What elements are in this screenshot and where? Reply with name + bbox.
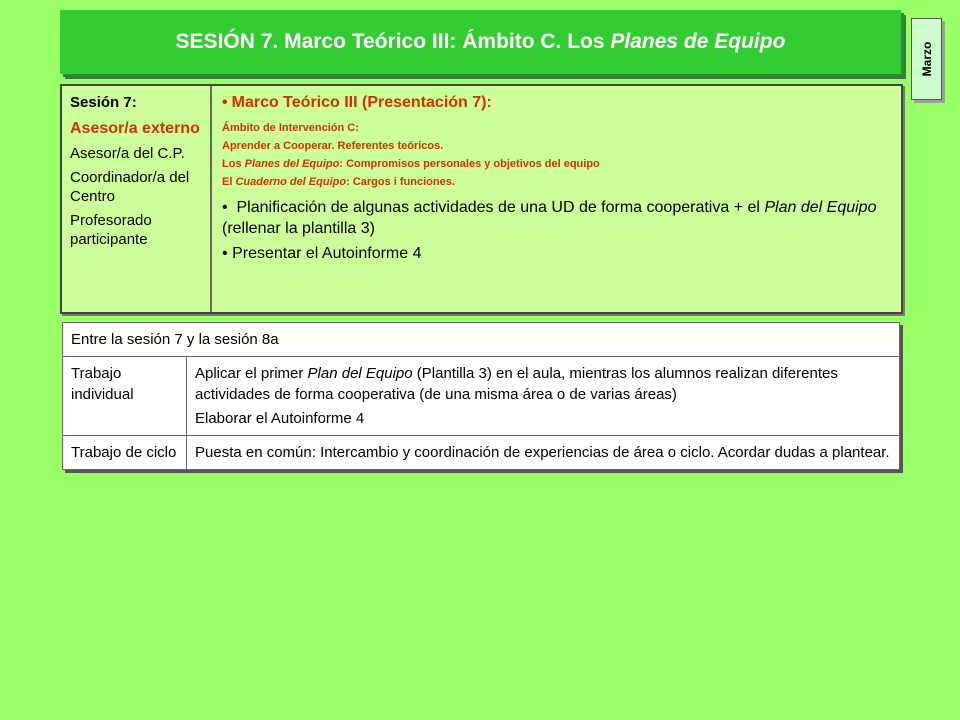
ambito-line: Ámbito de Intervención C:: [222, 122, 359, 134]
table-header-row: [63, 323, 900, 357]
row-content-ciclo: Puesta en común: Intercambio y coordinación de experiencias de área o ciclo. Acordar dudas a plantear.: [187, 436, 900, 470]
session-label: Sesión 7:: [70, 94, 137, 111]
bullet-icon: •: [222, 199, 228, 216]
row-label-individual: Trabajo individual: [63, 357, 187, 436]
title-italic: Planes de Equipo: [610, 30, 786, 53]
between-sessions-table: [62, 322, 900, 470]
slide-title: [60, 10, 901, 74]
role-asesor-cp: Asesor/a del C.P.: [70, 145, 185, 162]
bullet-icon: •: [222, 245, 228, 262]
planificacion-bullet: • Planificación de algunas actividades de una UD de forma cooperativa + el Plan del Equipo (rellenar la plantilla 3): [222, 199, 877, 237]
table-header: Entre la sesión 7 y la sesión 8a: [63, 323, 900, 357]
session-participants: [62, 86, 212, 312]
table-row: [63, 357, 900, 436]
title-text: SESIÓN 7. Marco Teórico III: Ámbito C. Los: [175, 30, 611, 53]
aprender-line: Aprender a Cooperar. Referentes teóricos.: [222, 140, 444, 152]
table-row: [63, 436, 900, 470]
row-label-ciclo: Trabajo de ciclo: [63, 436, 187, 470]
marco-teorico-heading: • Marco Teórico III (Presentación 7):: [222, 94, 492, 111]
month-tab: [911, 18, 942, 100]
session-content: [212, 86, 901, 312]
role-profesorado: Profesorado participante: [70, 212, 152, 248]
month-label: Marzo: [919, 41, 934, 77]
row-content-individual: Aplicar el primer Plan del Equipo (Plantilla 3) en el aula, mientras los alumnos realizan diferentes actividades de forma cooperativa (de una misma área o de varias áreas) Elaborar el Autoinforme 4: [187, 357, 900, 436]
session-box: [60, 84, 903, 314]
planes-line: Los Planes del Equipo: Compromisos personales y objetivos del equipo: [222, 158, 600, 170]
bullet-icon: •: [222, 94, 228, 111]
autoinforme-bullet: • Presentar el Autoinforme 4: [222, 245, 422, 262]
cuaderno-line: El Cuaderno del Equipo: Cargos i funciones.: [222, 176, 455, 188]
role-coordinador: Coordinador/a del Centro: [70, 169, 190, 205]
asesor-externo: Asesor/a externo: [70, 120, 200, 137]
